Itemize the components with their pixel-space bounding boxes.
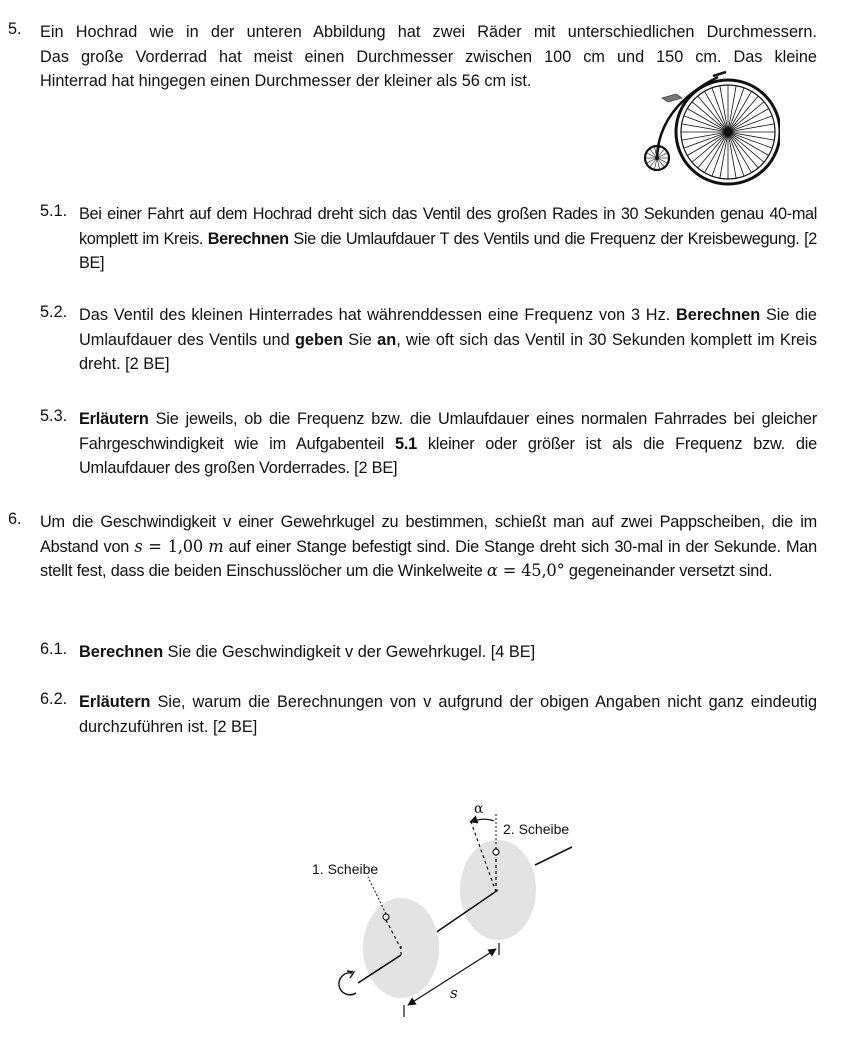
task-5-line-3: Hinterrad hat hingegen einen Durchmesser der kleiner als 56 cm ist. — [40, 72, 532, 90]
task-5-1-text: Bei einer Fahrt auf dem Hochrad dreht sich das Ventil des großen Rades in 30 Sekunden genau 40-mal komplett im Kreis. Berechnen Sie die Umlaufdauer T des Ventils und die Frequenz der Kreisbewegung. [2 BE] — [79, 205, 817, 272]
task-6-1-text: Berechnen Sie die Geschwindigkeit v der Gewehrkugel. [4 BE] — [79, 643, 536, 661]
saddle-icon — [662, 94, 682, 102]
task-5-3-text: Erläutern Sie jeweils, ob die Frequenz bzw. die Umlaufdauer eines normalen Fahrrades bei gleicher Fahrgeschwindigkeit wie im Aufgabenteil 5.1 kleiner oder größer ist als die Frequenz bzw. die Umlaufdauer des großen Vorderrades. [2 BE] — [79, 410, 818, 477]
task-6-1-number: 6.1. — [40, 640, 68, 658]
label-alpha: α — [474, 801, 484, 817]
task-6-2-text: Erläutern Sie, warum die Berechnungen von v aufgrund der obigen Angaben nicht ganz eindeutig durchzuführen ist. [2 BE] — [79, 693, 817, 736]
task-5-line-1: Ein Hochrad wie in der unteren Abbildung hat zwei Räder mit unterschiedlichen Durchmessern. — [40, 23, 817, 41]
penny-farthing-illustration — [640, 68, 780, 188]
handlebar — [713, 72, 726, 76]
task-5-3-number: 5.3. — [40, 407, 68, 425]
task-6-text: Um die Geschwindigkeit v einer Gewehrkugel zu bestimmen, schießt man auf zwei Pappscheiben, die im Abstand von s = 1,00 m auf einer Stange befestigt sind. Die Stange dreht sich 30-mal in der Sekunde. Man stellt fest, dass die beiden Einschusslöcher um die Winkelweite α = 45,0° gegeneinander versetzt sind. — [40, 513, 818, 580]
rotation-arrow-icon — [339, 973, 356, 995]
label-disc-1: 1. Scheibe — [312, 861, 379, 877]
label-disc-2: 2. Scheibe — [503, 821, 570, 837]
task-5-2-number: 5.2. — [40, 303, 68, 321]
rotation-arrowhead-icon — [347, 971, 354, 978]
task-5-number: 5. — [8, 20, 22, 38]
task-5-1-number: 5.1. — [40, 202, 68, 220]
task-5-line-2: Das große Vorderrad hat meist einen Durchmesser zwischen 100 cm und 150 cm. Das kleine — [40, 47, 817, 66]
disc-2-hole — [493, 849, 499, 855]
label-s: s — [450, 984, 458, 1002]
alpha-arc-arrow — [470, 819, 494, 822]
task-6-number: 6. — [8, 510, 22, 528]
front-wheel — [676, 80, 780, 184]
task-6-2-number: 6.2. — [40, 690, 68, 708]
disc-1-hole — [383, 914, 389, 920]
task-5-2-text: Das Ventil des kleinen Hinterrades hat währenddessen eine Frequenz von 3 Hz. Berechnen Sie die Umlaufdauer des Ventils und geben Sie an, wie oft sich das Ventil in 30 Sekunden komplett im Kreis dreht. [2 BE] — [79, 306, 817, 373]
shaft-end — [535, 847, 572, 865]
